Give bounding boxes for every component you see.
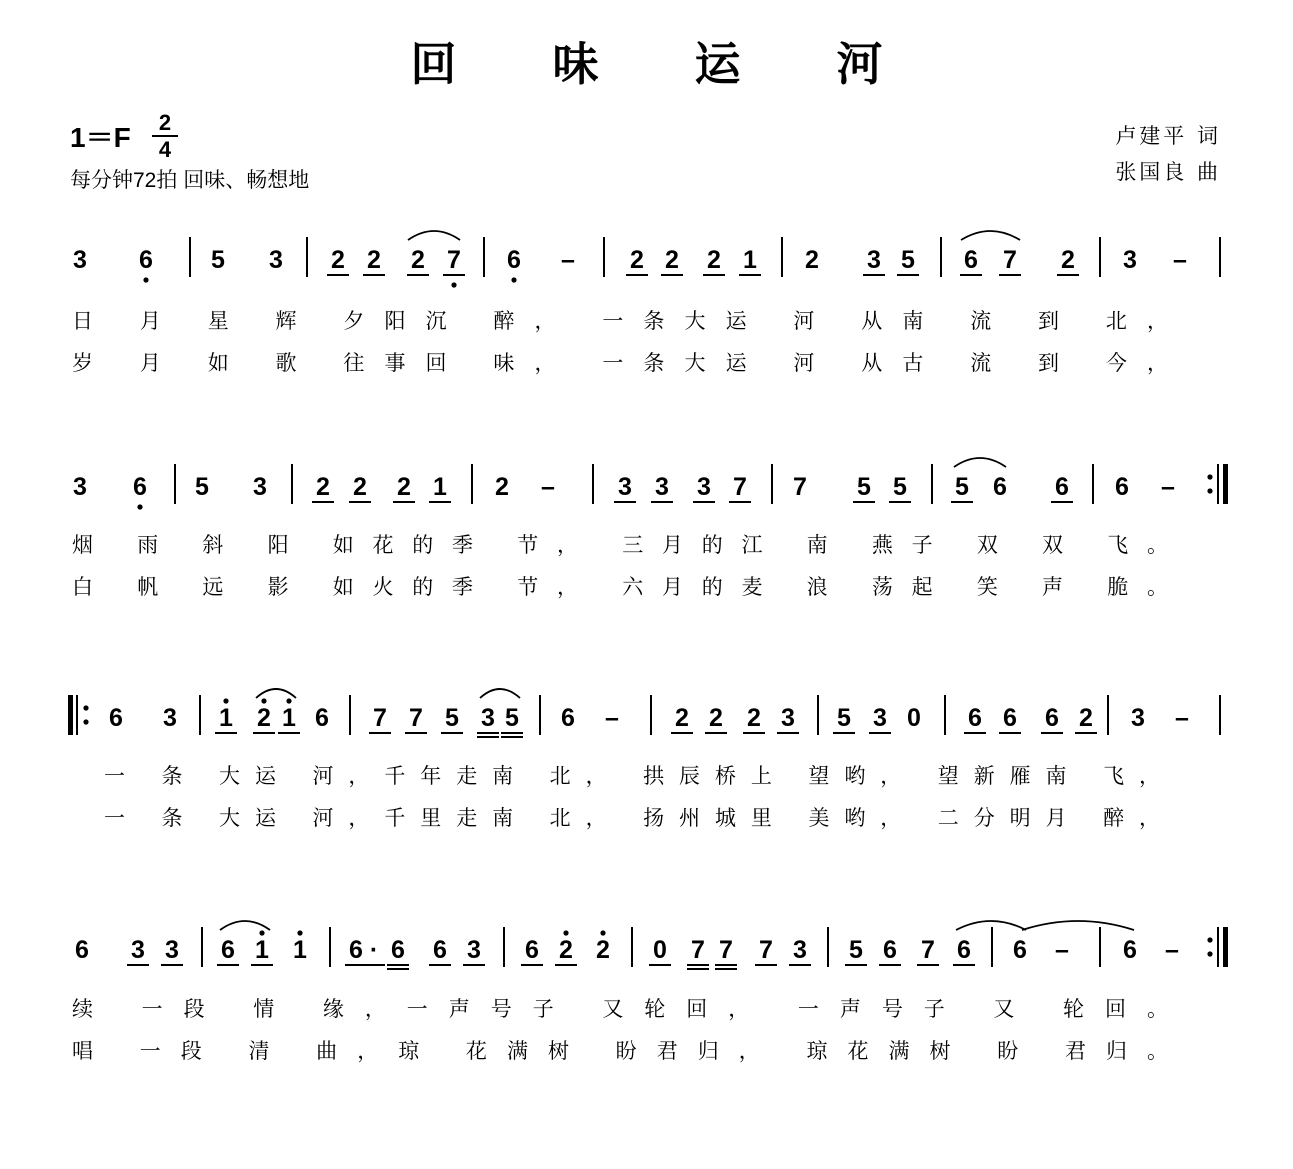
note: 6 (433, 936, 447, 964)
lyricist-credit: 卢建平 词 (1115, 124, 1221, 148)
slur (480, 689, 520, 698)
octave-dot-below (451, 282, 456, 287)
octave-dot-above (600, 930, 605, 935)
slur (408, 231, 460, 240)
lyric-line: 日 月 星 辉 夕阳沉 醉， 一条大运 河 从南 流 到 北， (72, 309, 1189, 333)
note: 6 (75, 936, 89, 964)
lyric-line: 白 帆 远 影 如火的季 节， 六月的麦 浪 荡起 笑 声 脆。 (72, 575, 1187, 599)
note: 7 (409, 704, 423, 732)
octave-dot-above (223, 698, 228, 703)
note: 6 (993, 473, 1007, 501)
note: 3 (73, 246, 87, 274)
note: 2 (495, 473, 509, 501)
note: 3 (781, 704, 795, 732)
repeat-start-thick-bar (68, 695, 73, 735)
lyric-line: 唱 一段 清 曲，琼 花满树 盼君归， 琼花满树 盼 君归。 (72, 1039, 1189, 1063)
repeat-dot (83, 719, 88, 724)
note: 7 (759, 936, 773, 964)
octave-dot-below (137, 504, 142, 509)
dash-note: – (1173, 246, 1187, 274)
note: 6 (561, 704, 575, 732)
lyric-line: 一 条 大运 河，千年走南 北， 拱辰桥上 望哟， 望新雁南 飞， (104, 764, 1175, 788)
note: 7 (373, 704, 387, 732)
note: 6 (315, 704, 329, 732)
slur (256, 689, 296, 698)
slur (954, 458, 1006, 467)
note: 2 (559, 936, 573, 964)
repeat-end-thick-bar (1223, 927, 1228, 967)
note: 3 (867, 246, 881, 274)
note: 2 (397, 473, 411, 501)
note: 3 (1123, 246, 1137, 274)
note: 3 (253, 473, 267, 501)
key-signature: 1＝F (70, 122, 131, 153)
note: 5 (211, 246, 225, 274)
note: 6 (1055, 473, 1069, 501)
note: 2 (316, 473, 330, 501)
lyric-line: 续 一段 情 缘，一声号子 又轮回， 一声号子 又 轮回。 (72, 997, 1189, 1021)
note: 6 (1045, 704, 1059, 732)
note: 2 (707, 246, 721, 274)
dash-note: – (561, 246, 575, 274)
note: 6 (349, 936, 363, 964)
note: 6 (391, 936, 405, 964)
note: 2 (596, 936, 610, 964)
note: 7 (1003, 246, 1017, 274)
note: 5 (901, 246, 915, 274)
repeat-end-thick-bar (1223, 464, 1228, 504)
note: 2 (709, 704, 723, 732)
note: 7 (921, 936, 935, 964)
note: 3 (481, 704, 495, 732)
note: 3 (73, 473, 87, 501)
octave-dot-above (286, 698, 291, 703)
note: 6 (957, 936, 971, 964)
note: 2 (630, 246, 644, 274)
octave-dot-above (261, 698, 266, 703)
note: 5 (849, 936, 863, 964)
note: 2 (331, 246, 345, 274)
note: 7 (719, 936, 733, 964)
note: 5 (445, 704, 459, 732)
composer-credit: 张国良 曲 (1115, 160, 1221, 184)
note: 1 (282, 704, 296, 732)
note: 6 (968, 704, 982, 732)
note: 3 (163, 704, 177, 732)
note: 3 (165, 936, 179, 964)
note: 2 (353, 473, 367, 501)
note: 6 (883, 936, 897, 964)
dash-note: – (1165, 936, 1179, 964)
note: 3 (697, 473, 711, 501)
note: 2 (257, 704, 271, 732)
dash-note: – (605, 704, 619, 732)
note: 5 (857, 473, 871, 501)
time-signature-top: 2 (158, 110, 172, 135)
octave-dot-below (143, 277, 148, 282)
note: 6 (109, 704, 123, 732)
note: 3 (873, 704, 887, 732)
note: 6 (139, 246, 153, 274)
tempo-marking: 每分钟72拍 回味、畅想地 (70, 169, 310, 192)
dash-note: – (1055, 936, 1069, 964)
note: 6 (133, 473, 147, 501)
note: 6 (1013, 936, 1027, 964)
dash-note: – (1161, 473, 1175, 501)
note: 2 (675, 704, 689, 732)
note: 3 (618, 473, 632, 501)
slur (1022, 921, 1134, 930)
note: 1 (255, 936, 269, 964)
note: 2 (411, 246, 425, 274)
octave-dot-above (259, 930, 264, 935)
note: 3 (131, 936, 145, 964)
note: 5 (837, 704, 851, 732)
note: 6 (964, 246, 978, 274)
note: 6 (1115, 473, 1129, 501)
note: 5 (955, 473, 969, 501)
slur (961, 231, 1020, 240)
note: 2 (747, 704, 761, 732)
dash-note: – (1175, 704, 1189, 732)
note: · (369, 936, 379, 964)
note: 1 (293, 936, 307, 964)
note: 2 (1079, 704, 1093, 732)
note: 3 (793, 936, 807, 964)
note: 1 (743, 246, 757, 274)
repeat-dot (1207, 488, 1212, 493)
note: 2 (1061, 246, 1075, 274)
octave-dot-above (563, 930, 568, 935)
repeat-dot (1207, 474, 1212, 479)
lyric-line: 岁 月 如 歌 往事回 味， 一条大运 河 从古 流 到 今， (72, 351, 1189, 375)
note: 7 (447, 246, 461, 274)
note: 3 (655, 473, 669, 501)
note: 6 (525, 936, 539, 964)
repeat-dot (1207, 937, 1212, 942)
note: 6 (1123, 936, 1137, 964)
note: 7 (691, 936, 705, 964)
note: 2 (665, 246, 679, 274)
repeat-dot (1207, 951, 1212, 956)
song-title: 回 味 运 河 (410, 37, 923, 91)
note: 1 (219, 704, 233, 732)
note: 6 (221, 936, 235, 964)
note: 5 (195, 473, 209, 501)
note: 7 (733, 473, 747, 501)
note: 0 (653, 936, 667, 964)
dash-note: – (541, 473, 555, 501)
octave-dot-below (511, 277, 516, 282)
slur (220, 921, 270, 930)
note: 2 (367, 246, 381, 274)
note: 6 (507, 246, 521, 274)
note: 3 (269, 246, 283, 274)
note: 6 (1003, 704, 1017, 732)
note: 0 (907, 704, 921, 732)
lyric-line: 烟 雨 斜 阳 如花的季 节， 三月的江 南 燕子 双 双 飞。 (72, 533, 1187, 557)
note: 3 (1131, 704, 1145, 732)
repeat-dot (83, 705, 88, 710)
note: 3 (467, 936, 481, 964)
note: 1 (433, 473, 447, 501)
note: 5 (893, 473, 907, 501)
note: 7 (793, 473, 807, 501)
time-signature-bottom: 4 (158, 137, 172, 162)
octave-dot-above (297, 930, 302, 935)
note: 5 (505, 704, 519, 732)
lyric-line: 一 条 大运 河，千里走南 北， 扬州城里 美哟， 二分明月 醉， (104, 806, 1175, 830)
note: 2 (805, 246, 819, 274)
